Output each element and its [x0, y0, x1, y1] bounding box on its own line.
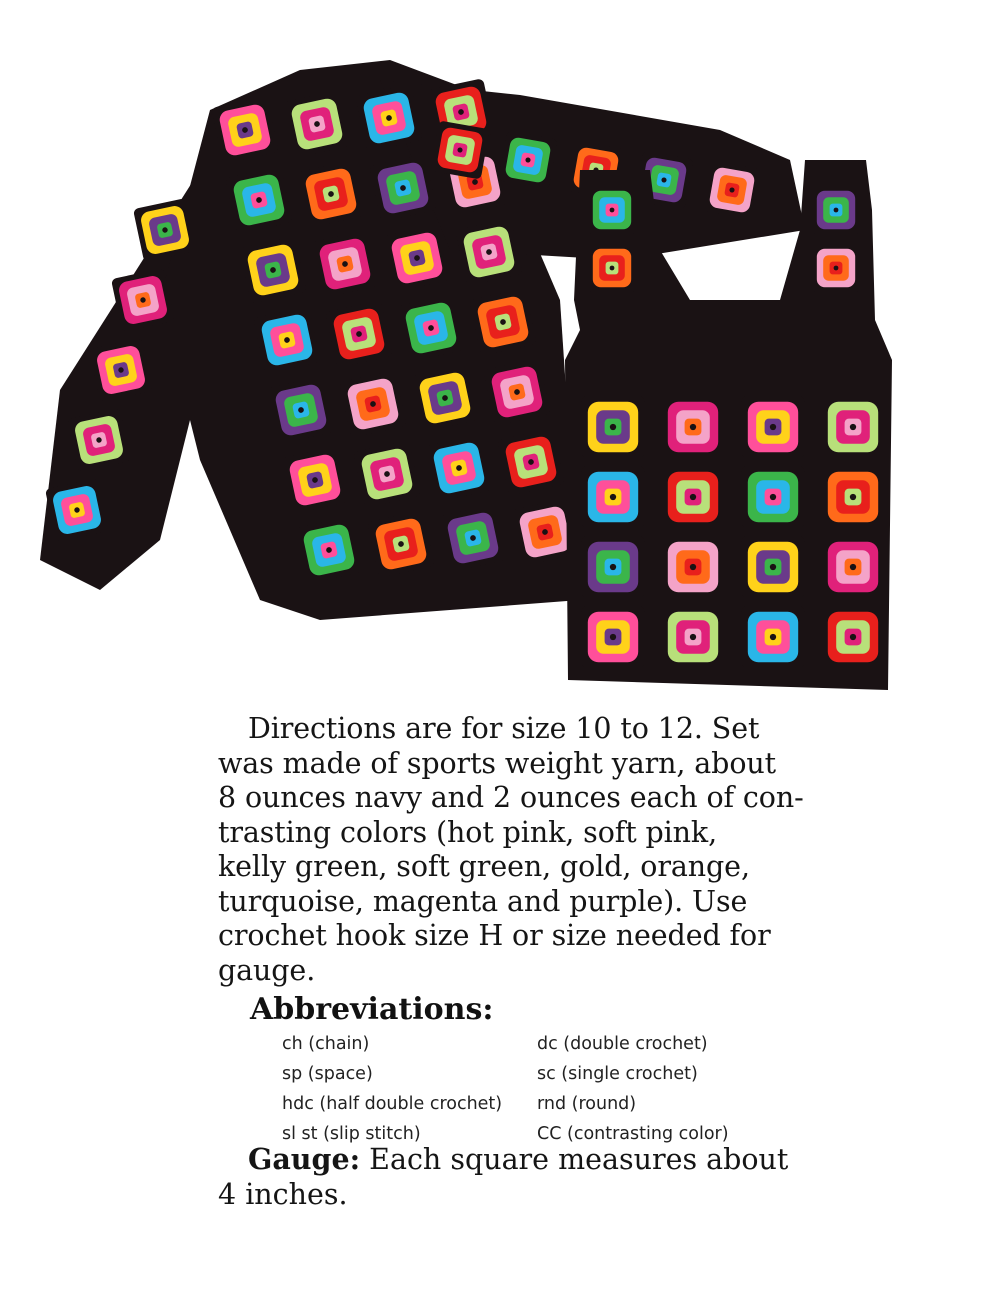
- granny-square: [283, 90, 351, 158]
- gauge-label: Gauge:: [248, 1142, 361, 1176]
- directions-line: kelly green, soft green, gold, orange,: [218, 850, 750, 883]
- abbreviation-row: [282, 1064, 782, 1094]
- granny-square: [742, 606, 805, 669]
- granny-square: [383, 224, 451, 292]
- granny-square: [483, 358, 551, 426]
- granny-square: [588, 186, 636, 234]
- directions-line: trasting colors (hot pink, soft pink,: [218, 815, 718, 849]
- granny-square: [582, 536, 645, 599]
- granny-square: [498, 130, 557, 189]
- granny-square: [497, 428, 565, 496]
- abbreviation-item: CC (contrasting color): [537, 1124, 729, 1144]
- granny-square: [225, 166, 293, 234]
- granny-square: [325, 300, 393, 368]
- granny-square: [45, 478, 109, 542]
- abbreviation-row: [282, 1034, 782, 1064]
- granny-square: [111, 268, 175, 332]
- granny-square: [211, 96, 279, 164]
- granny-square: [367, 510, 435, 578]
- granny-square: [582, 466, 645, 529]
- granny-square: [662, 606, 725, 669]
- granny-square: [295, 516, 363, 584]
- granny-square: [430, 120, 489, 179]
- granny-square: [469, 288, 537, 356]
- granny-square: [588, 244, 636, 292]
- granny-square: [822, 606, 885, 669]
- gauge-paragraph: [218, 1142, 808, 1212]
- directions-paragraph: [218, 712, 804, 988]
- abbreviation-row: [282, 1094, 782, 1124]
- granny-square: [662, 396, 725, 459]
- granny-square: [339, 370, 407, 438]
- abbreviation-item: sl st (slip stitch): [282, 1124, 421, 1144]
- granny-square: [662, 466, 725, 529]
- granny-square: [742, 466, 805, 529]
- abbreviation-item: dc (double crochet): [537, 1034, 708, 1054]
- granny-square: [822, 466, 885, 529]
- granny-square: [267, 376, 335, 444]
- directions-line: crochet hook size H or size needed for: [218, 919, 771, 952]
- granny-square: [253, 306, 321, 374]
- granny-square: [353, 440, 421, 508]
- granny-square: [439, 504, 507, 572]
- abbreviation-item: sp (space): [282, 1064, 373, 1084]
- granny-square: [812, 244, 860, 292]
- granny-square: [812, 186, 860, 234]
- gauge-text: Each square measures about: [360, 1143, 789, 1176]
- abbreviation-item: ch (chain): [282, 1034, 370, 1054]
- granny-square: [311, 230, 379, 298]
- directions-line: 8 ounces navy and 2 ounces each of con-: [218, 781, 804, 814]
- granny-square: [239, 236, 307, 304]
- abbreviation-item: sc (single crochet): [537, 1064, 698, 1084]
- abbreviations-list: [282, 1034, 782, 1154]
- granny-square: [89, 338, 153, 402]
- granny-square: [742, 396, 805, 459]
- directions-line: gauge.: [218, 953, 316, 987]
- granny-square: [397, 294, 465, 362]
- granny-square: [133, 198, 197, 262]
- abbreviation-item: hdc (half double crochet): [282, 1094, 503, 1114]
- granny-square: [742, 536, 805, 599]
- granny-square: [822, 536, 885, 599]
- abbreviations-heading: Abbreviations:: [250, 992, 494, 1027]
- granny-square: [582, 606, 645, 669]
- granny-square: [369, 154, 437, 222]
- granny-square: [582, 396, 645, 459]
- granny-square: [822, 396, 885, 459]
- granny-square: [281, 446, 349, 514]
- directions-line: turquoise, magenta and purple). Use: [218, 884, 748, 918]
- granny-square: [702, 160, 761, 219]
- directions-line: was made of sports weight yarn, about: [218, 746, 776, 780]
- granny-square: [662, 536, 725, 599]
- granny-square: [67, 408, 131, 472]
- abbreviation-item: rnd (round): [537, 1094, 637, 1114]
- granny-square: [297, 160, 365, 228]
- directions-line: Directions are for size 10 to 12. Set: [248, 712, 760, 745]
- granny-square: [355, 84, 423, 152]
- gauge-text-line2: 4 inches.: [218, 1177, 348, 1211]
- granny-square: [411, 364, 479, 432]
- granny-square: [425, 434, 493, 502]
- granny-square: [455, 218, 523, 286]
